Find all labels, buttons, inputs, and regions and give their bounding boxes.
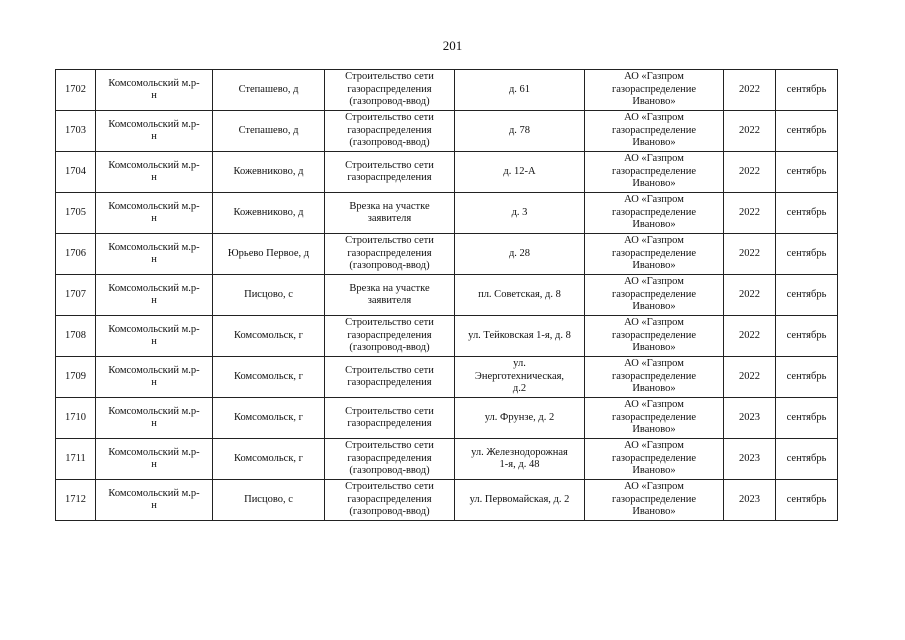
organization-cell: АО «Газпром газораспределение Иваново»	[585, 111, 724, 152]
locality-cell: Комсомольск, г	[213, 398, 325, 439]
locality-cell: Писцово, с	[213, 480, 325, 521]
table-row	[56, 275, 838, 316]
address-cell: д. 12-А	[455, 152, 585, 193]
month-cell: сентябрь	[776, 234, 838, 275]
organization-cell: АО «Газпром газораспределение Иваново»	[585, 152, 724, 193]
address-cell: ул. Первомайская, д. 2	[455, 480, 585, 521]
locality-cell: Степашево, д	[213, 70, 325, 111]
district-cell: Комсомольский м.р- н	[96, 275, 213, 316]
year-cell: 2023	[724, 480, 776, 521]
table-row	[56, 152, 838, 193]
organization-cell: АО «Газпром газораспределение Иваново»	[585, 70, 724, 111]
year-cell: 2023	[724, 398, 776, 439]
locality-cell: Комсомольск, г	[213, 357, 325, 398]
month-cell: сентябрь	[776, 152, 838, 193]
table-row	[56, 316, 838, 357]
organization-cell: АО «Газпром газораспределение Иваново»	[585, 316, 724, 357]
address-cell: д. 61	[455, 70, 585, 111]
row-number-cell: 1706	[56, 234, 96, 275]
locality-cell: Степашево, д	[213, 111, 325, 152]
year-cell: 2022	[724, 316, 776, 357]
work-type-cell: Строительство сети газораспределения (газопровод-ввод)	[325, 480, 455, 521]
row-number-cell: 1708	[56, 316, 96, 357]
month-cell: сентябрь	[776, 193, 838, 234]
work-type-cell: Строительство сети газораспределения (газопровод-ввод)	[325, 70, 455, 111]
year-cell: 2022	[724, 70, 776, 111]
year-cell: 2022	[724, 193, 776, 234]
table-row	[56, 111, 838, 152]
district-cell: Комсомольский м.р- н	[96, 70, 213, 111]
locality-cell: Кожевниково, д	[213, 152, 325, 193]
row-number-cell: 1710	[56, 398, 96, 439]
address-cell: ул. Энерготехническая, д.2	[455, 357, 585, 398]
table-row	[56, 234, 838, 275]
address-cell: ул. Железнодорожная 1-я, д. 48	[455, 439, 585, 480]
organization-cell: АО «Газпром газораспределение Иваново»	[585, 398, 724, 439]
address-cell: пл. Советская, д. 8	[455, 275, 585, 316]
row-number-cell: 1703	[56, 111, 96, 152]
locality-cell: Писцово, с	[213, 275, 325, 316]
locality-cell: Комсомольск, г	[213, 316, 325, 357]
year-cell: 2022	[724, 357, 776, 398]
address-cell: ул. Тейковская 1-я, д. 8	[455, 316, 585, 357]
table-row	[56, 398, 838, 439]
row-number-cell: 1702	[56, 70, 96, 111]
work-type-cell: Строительство сети газораспределения (газопровод-ввод)	[325, 234, 455, 275]
month-cell: сентябрь	[776, 111, 838, 152]
work-type-cell: Строительство сети газораспределения (газопровод-ввод)	[325, 439, 455, 480]
organization-cell: АО «Газпром газораспределение Иваново»	[585, 480, 724, 521]
district-cell: Комсомольский м.р- н	[96, 357, 213, 398]
year-cell: 2022	[724, 234, 776, 275]
organization-cell: АО «Газпром газораспределение Иваново»	[585, 439, 724, 480]
organization-cell: АО «Газпром газораспределение Иваново»	[585, 275, 724, 316]
year-cell: 2023	[724, 439, 776, 480]
work-type-cell: Строительство сети газораспределения	[325, 152, 455, 193]
row-number-cell: 1711	[56, 439, 96, 480]
year-cell: 2022	[724, 275, 776, 316]
month-cell: сентябрь	[776, 357, 838, 398]
work-type-cell: Строительство сети газораспределения (газопровод-ввод)	[325, 316, 455, 357]
organization-cell: АО «Газпром газораспределение Иваново»	[585, 234, 724, 275]
locality-cell: Кожевниково, д	[213, 193, 325, 234]
work-type-cell: Строительство сети газораспределения	[325, 398, 455, 439]
year-cell: 2022	[724, 111, 776, 152]
work-type-cell: Врезка на участке заявителя	[325, 275, 455, 316]
table-row	[56, 480, 838, 521]
address-cell: д. 78	[455, 111, 585, 152]
month-cell: сентябрь	[776, 439, 838, 480]
district-cell: Комсомольский м.р- н	[96, 439, 213, 480]
month-cell: сентябрь	[776, 275, 838, 316]
table-row	[56, 193, 838, 234]
table-row	[56, 357, 838, 398]
row-number-cell: 1707	[56, 275, 96, 316]
district-cell: Комсомольский м.р- н	[96, 111, 213, 152]
table-row	[56, 439, 838, 480]
district-cell: Комсомольский м.р- н	[96, 234, 213, 275]
address-cell: д. 3	[455, 193, 585, 234]
organization-cell: АО «Газпром газораспределение Иваново»	[585, 357, 724, 398]
row-number-cell: 1705	[56, 193, 96, 234]
organization-cell: АО «Газпром газораспределение Иваново»	[585, 193, 724, 234]
month-cell: сентябрь	[776, 480, 838, 521]
month-cell: сентябрь	[776, 316, 838, 357]
month-cell: сентябрь	[776, 398, 838, 439]
year-cell: 2022	[724, 152, 776, 193]
work-type-cell: Строительство сети газораспределения	[325, 357, 455, 398]
row-number-cell: 1704	[56, 152, 96, 193]
address-cell: д. 28	[455, 234, 585, 275]
table-body	[56, 70, 838, 521]
gasification-table	[55, 69, 838, 521]
page-number: 201	[442, 38, 463, 53]
table-row	[56, 70, 838, 111]
month-cell: сентябрь	[776, 70, 838, 111]
district-cell: Комсомольский м.р- н	[96, 316, 213, 357]
district-cell: Комсомольский м.р- н	[96, 193, 213, 234]
row-number-cell: 1712	[56, 480, 96, 521]
district-cell: Комсомольский м.р- н	[96, 152, 213, 193]
district-cell: Комсомольский м.р- н	[96, 398, 213, 439]
locality-cell: Комсомольск, г	[213, 439, 325, 480]
work-type-cell: Врезка на участке заявителя	[325, 193, 455, 234]
locality-cell: Юрьево Первое, д	[213, 234, 325, 275]
district-cell: Комсомольский м.р- н	[96, 480, 213, 521]
work-type-cell: Строительство сети газораспределения (газопровод-ввод)	[325, 111, 455, 152]
address-cell: ул. Фрунзе, д. 2	[455, 398, 585, 439]
row-number-cell: 1709	[56, 357, 96, 398]
